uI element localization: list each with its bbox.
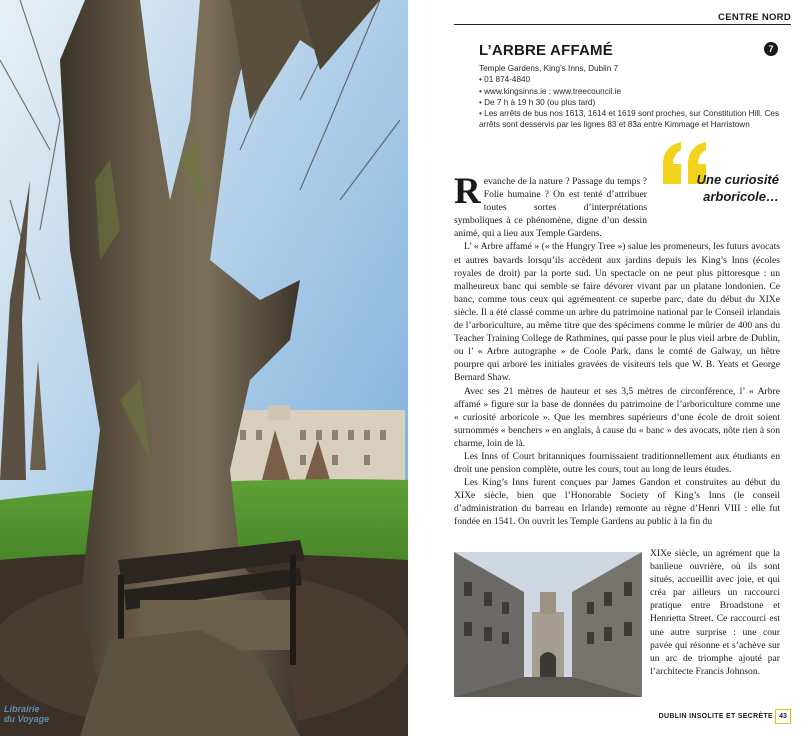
stamp-line-1: Librairie: [4, 704, 40, 714]
drop-cap: R: [454, 171, 481, 212]
paragraph-intro: evanche de la nature ? Passage du temps ? Folie humaine ? On est tenté d’attribuer toutes sortes d’interprétations symboliques à ce phénomène, digne d’un dessin animé, qui a lieu aux Temple Gardens.: [454, 176, 647, 240]
entry-title: L’ARBRE AFFAMÉ: [479, 42, 613, 59]
stamp-line-2: du Voyage: [4, 714, 50, 724]
paragraph-4: Les King’s Inns furent conçues par James Gandon et construites au début du XIXe siècle, bien que l’Honorable Society of King’s Inns (le conseil d’administration du barreau en Irlande) remonte au règne d’Henri VIII : elle fut fondée en 1541. On ouvrit les Temple Gardens au public à la fin du: [454, 477, 780, 528]
book-title-footer: DUBLIN INSOLITE ET SECRÈTE: [658, 713, 773, 720]
pull-quote: Une curiosité arboricole…: [696, 172, 779, 204]
kings-inns-courtyard-photo: [454, 552, 642, 697]
paragraph-4-continued: XIXe siècle, un agrément que la banlieue ouvrière, où ils sont situés, accueillit avec joie, et qui créa par ailleurs un raccourci pratique entre Broadstone et Henrietta Street. Ce raccourci est une autre surprise : une cour pavée qui résonne et s’achève sur un arc de triomphe ajouté par l’architecte Francis Johnson.: [650, 548, 780, 677]
paragraph-1: L’ « Arbre affamé » (« the Hungry Tree ») salue les promeneurs, les futurs avocats et autres bavards lorsqu’ils accèdent aux jardins depuis les King’s Inns (écoles royales de droit) par la porte sud. Un spectacle on ne peut plus pittoresque : un malheureux banc qui semble se faire dévorer vivant par un platane londonien. Ce banc, comme tous ceux qui agrémentent ce superbe parc, date du début du XIXe siècle. Il a été classé comme un arbre du patrimoine national par le Conseil irlandais de l’arboriculture, au même titre que des spécimens comme le mûrier de 400 ans du Teacher Training College de Rathmines, qui passe pour le plus vieil arbre de Dublin, ou l’ « Arbre autographe » de Coole Park, dans le comté de Galway, un hêtre pourpre qui arbore les initiales gravées de visiteurs tels que W. B. Yeats et George Bernard Shaw.: [454, 241, 780, 384]
entry-transport: • Les arrêts de bus nos 1613, 1614 et 1619 sont proches, sur Constitution Hill. Ces arrêts sont desservis par les lignes 83 et 83a entre Kimmage et Harristown: [479, 109, 780, 130]
courtyard-image: [454, 552, 642, 697]
entry-address: Temple Gardens, King’s Inns, Dublin 7: [479, 64, 619, 73]
paragraph-2: Avec ses 21 mètres de hauteur et ses 3,5 mètres de circonférence, l’ « Arbre affamé » figure sur la base de données du patrimoine de l’arboriculture comme une « curiosité arboricole ». Que les membres supérieurs d’une école de droit soient surnommés « benchers » en anglais, à cause du « banc » des avocats, nôte rien à son charme, loin de là.: [454, 385, 780, 449]
entry-phone: • 01 874-4840: [479, 75, 531, 85]
entry-info: [479, 63, 784, 131]
paragraph-3: Les Inns of Court britanniques fournissaient traditionnellement aux étudiants en droit une pension complète, outre les cours, tout au long de leurs études.: [454, 450, 780, 476]
article-body: [454, 171, 780, 529]
header-rule: [454, 24, 791, 25]
entry-hours: • De 7 h à 19 h 30 (ou plus tard): [479, 97, 596, 107]
bookshop-stamp: [4, 704, 52, 734]
entry-number-badge: 7: [764, 42, 778, 56]
right-page: [408, 0, 809, 736]
entry-web: • www.kingsinns.ie ; www.treecouncil.ie: [479, 86, 622, 96]
page-number: 43: [775, 709, 791, 724]
section-header: CENTRE NORD: [718, 12, 791, 23]
